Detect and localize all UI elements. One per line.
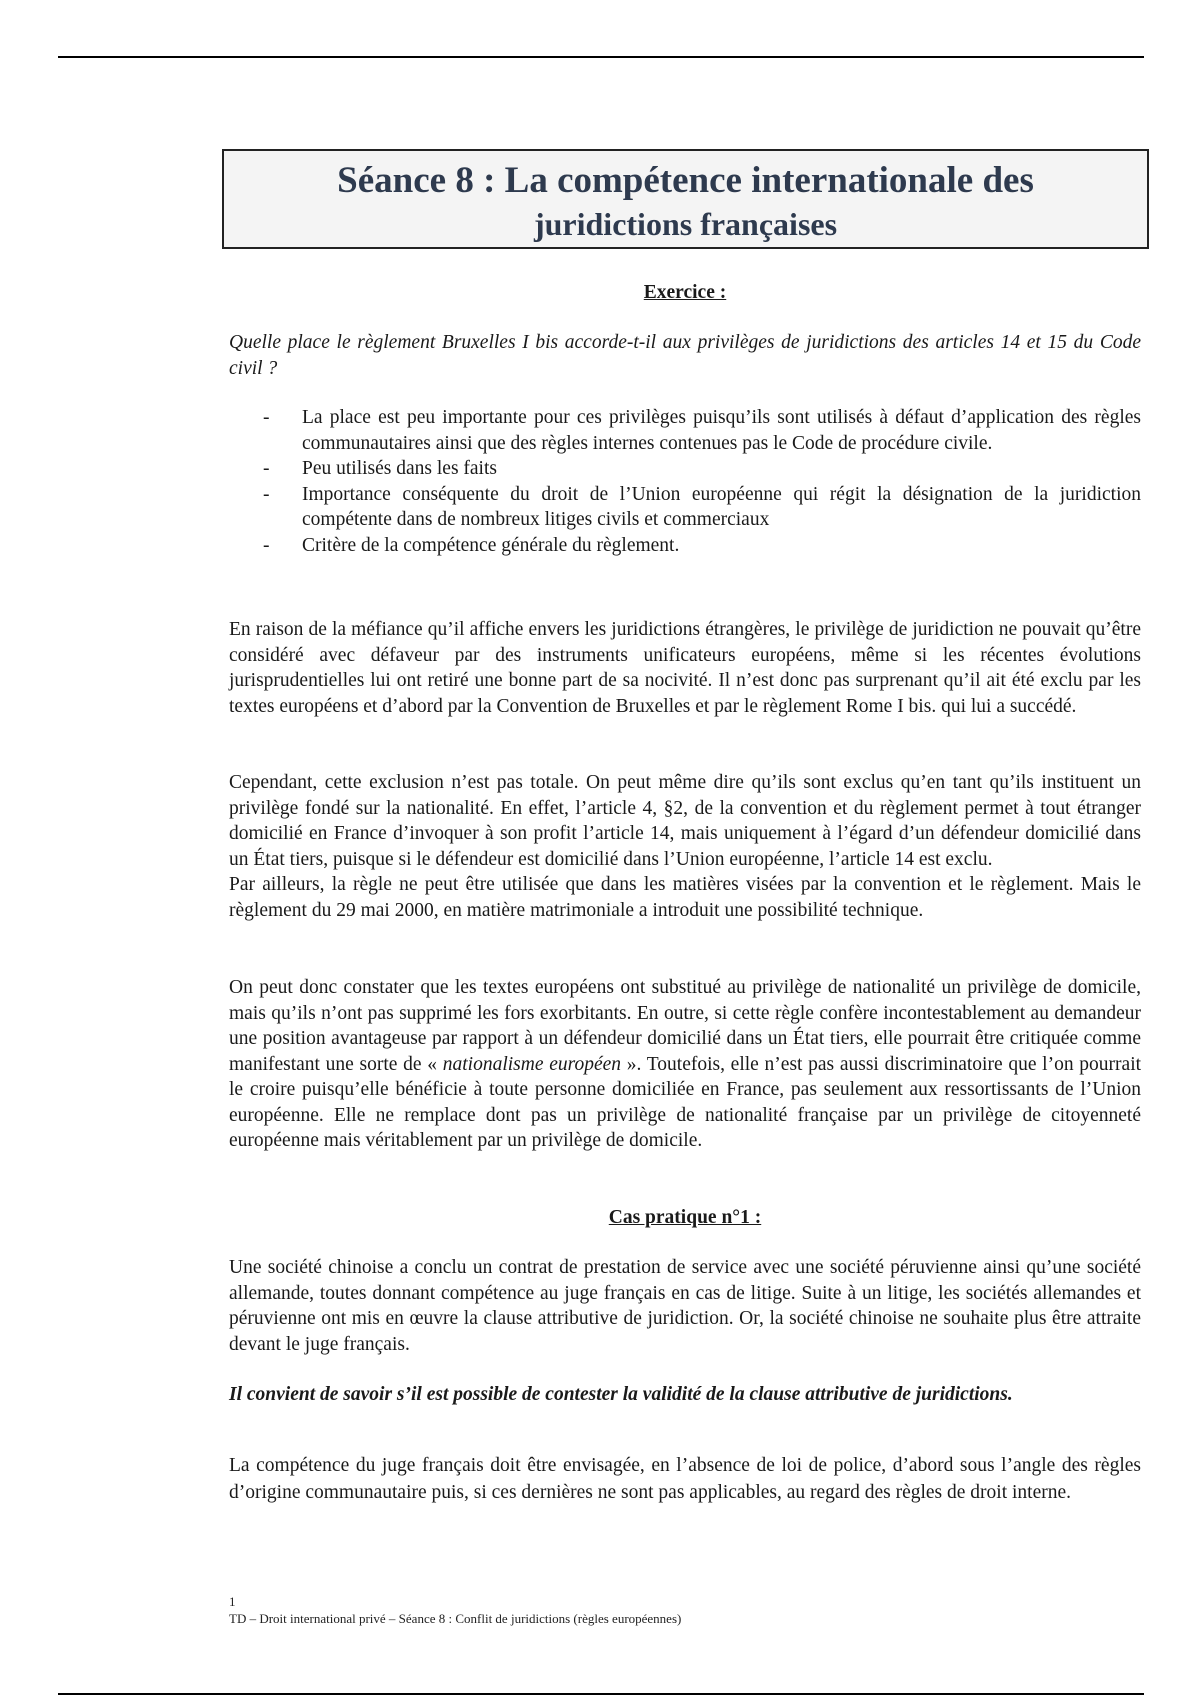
italic-phrase: nationalisme européen: [442, 1053, 622, 1075]
title-line-1: Séance 8 : La compétence internationale des: [337, 160, 1034, 201]
bullet-dash: -: [263, 534, 270, 556]
answer-bullet-list: [229, 405, 1141, 558]
paragraph-2: Cependant, cette exclusion n’est pas totale. On peut même dire qu’ils sont exclus qu’en tant qu’ils instituent un privilège fondé sur la nationalité. En effet, l’article 4, §2, de la convention et du règlement permet à tout étranger domicilié en France d’invoquer à son profit l’article 14, mais uniquement à l’égard d’un défendeur domicilié dans un État tiers, puisque si le défendeur est domicilié dans l’Union européenne, l’article 14 est exclu. Par ailleurs, la règle ne peut être utilisée que dans les matières visées par la convention et le règlement. Mais le règlement du 29 mai 2000, en matière matrimoniale a introduit une possibilité technique.: [229, 772, 1141, 921]
case-problem: Il convient de savoir s’il est possible de contester la validité de la clause attributive de juridictions.: [229, 1384, 1013, 1405]
bullet-dash: -: [263, 483, 270, 505]
paragraph-3: On peut donc constater que les textes européens ont substitué au privilège de nationalité un privilège de domicile, mais qu’ils n’ont pas supprimé les fors exorbitants. En outre, si cette règle confère incontestablement au demandeur une position avantageuse par rapport à un défendeur domicilié dans un État tiers, elle pourrait être critiquée comme manifestant une sorte de « nationalisme européen ». Toutefois, elle n’est pas aussi discriminatoire que l’on pourrait le croire puisqu’elle bénéficie à toute personne domiciliée en France, pas seulement aux ressortissants de l’Union européenne. Elle ne remplace dont pas un privilège de nationalité française par un privilège de citoyenneté européenne mais véritablement par un privilège de domicile.: [229, 977, 1142, 1151]
exercise-heading: Exercice :: [643, 282, 727, 303]
page-number: 1: [229, 1594, 236, 1609]
list-item: - Critère de la compétence générale du règlement.: [229, 533, 1141, 559]
case-analysis: La compétence du juge français doit être envisagée, en l’absence de loi de police, d’abord sous l’angle des règles d’origine communautaire puis, si ces dernières ne sont pas applicables, au regard des règles de droit interne.: [229, 1455, 1141, 1503]
list-item: - La place est peu importante pour ces privilèges puisqu’ils sont utilisés à défaut d’application des règles communautaires ainsi que des règles internes contenues pas le Code de procédure civile.: [263, 407, 1141, 454]
case-facts: Une société chinoise a conclu un contrat de prestation de service avec une société péruvienne ainsi qu’une société allemande, toutes donnant compétence au juge français en cas de litige. Suite à un litige, les sociétés allemandes et péruvienne ont mis en œuvre la clause attributive de juridiction. Or, la société chinoise ne souhaite plus être attraite devant le juge français.: [229, 1257, 1141, 1355]
footer-text: TD – Droit international privé – Séance 8 : Conflit de juridictions (règles européennes): [229, 1611, 682, 1626]
list-item: - Importance conséquente du droit de l’Union européenne qui régit la désignation de la juridiction compétente dans de nombreux litiges civils et commerciaux: [263, 483, 1141, 530]
exercise-question: Quelle place le règlement Bruxelles I bis accorde-t-il aux privilèges de juridictions des articles 14 et 15 du Code civil ?: [229, 332, 1141, 379]
page-footer: [229, 1593, 681, 1627]
paragraph-1: En raison de la méfiance qu’il affiche envers les juridictions étrangères, le privilège de juridiction ne pouvait qu’être considéré avec défaveur par des instruments unificateurs européens, même si les récentes évolutions jurisprudentielles lui ont retiré une bonne part de sa nocivité. Il n’est donc pas surprenant qu’il ait été exclu par les textes européens et d’abord par la Convention de Bruxelles et par le règlement Rome I bis. qui lui a succédé.: [229, 619, 1141, 717]
list-item: - Peu utilisés dans les faits: [229, 456, 1141, 482]
case-heading: Cas pratique n°1 :: [608, 1207, 762, 1228]
bullet-dash: -: [263, 407, 270, 428]
title-line-2: juridictions françaises: [533, 206, 838, 242]
page-title: [222, 149, 1149, 249]
bottom-rule: [58, 1693, 1144, 1695]
bullet-dash: -: [263, 458, 270, 479]
top-rule: [58, 56, 1144, 58]
